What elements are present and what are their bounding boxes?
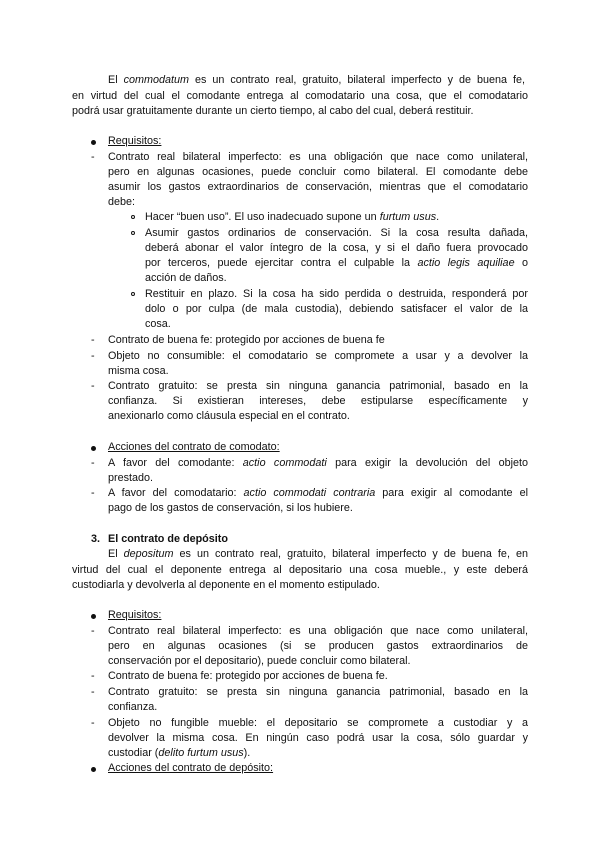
latin-term: furtum usus	[379, 211, 437, 223]
list-item-line: confianza.	[108, 701, 158, 713]
dash-marker: -	[91, 686, 95, 698]
text: ).	[243, 747, 251, 759]
dash-marker: -	[91, 457, 95, 469]
dash-marker: -	[91, 350, 95, 362]
bullet-icon	[91, 446, 96, 451]
dash-marker: -	[91, 487, 95, 499]
dash-marker: -	[91, 717, 95, 729]
paragraph-line	[108, 73, 525, 87]
list-item-line: pago de los gastos de conservación, si los hubiere.	[108, 502, 353, 514]
list-item-line: misma cosa.	[108, 365, 169, 377]
text: o	[514, 257, 529, 269]
circle-bullet-icon	[131, 215, 135, 219]
latin-term: actio commodati contraria	[243, 487, 376, 499]
sub-item-line	[145, 256, 528, 270]
sub-item-line: Asumir gastos ordinarios de conservación. Si la cosa resulta dañada,	[145, 227, 528, 239]
list-item-line: conservación por el depositario), puede concluir como bilateral.	[108, 655, 411, 667]
list-item-line: Contrato de buena fe: protegido por acciones de buena fe.	[108, 670, 388, 682]
list-item-line	[108, 486, 528, 500]
dash-marker: -	[91, 334, 95, 346]
latin-term: actio legis aquiliae	[417, 257, 515, 269]
circle-bullet-icon	[131, 231, 135, 235]
list-item-line: Contrato gratuito: se presta sin ninguna ganancia patrimonial, basado en la	[108, 686, 528, 698]
text: El	[108, 548, 124, 560]
latin-term: actio commodati	[242, 457, 327, 469]
dash-marker: -	[91, 625, 95, 637]
sub-item-line: dolo o por culpa (de mala custodia), debiendo satisfacer el valor de la	[145, 303, 528, 315]
text: El	[108, 74, 124, 86]
text: por terceros, puede ejercitar contra el culpable la	[145, 257, 418, 269]
list-item-line: Objeto no fungible mueble: el depositario se compromete a custodiar y a	[108, 717, 528, 729]
section-heading: Acciones del contrato de comodato:	[108, 441, 280, 453]
list-item-line: debe:	[108, 196, 136, 208]
latin-term: depositum	[123, 548, 174, 560]
list-item-line: Contrato real bilateral imperfecto: es una obligación que nace como unilateral,	[108, 151, 528, 163]
dash-marker: -	[91, 151, 95, 163]
paragraph-line: custodiarla y devolverla al deponente en el momento estipulado.	[72, 579, 380, 591]
paragraph-line: virtud del cual el deponente entrega al depositario una cosa mueble., y este deberá	[72, 564, 528, 576]
list-item-line: asumir los gastos extraordinarios de conservación, mientras que el comodatario	[108, 181, 528, 193]
list-item-line: Objeto no consumible: el comodatario se compromete a usar y a devolver la	[108, 350, 528, 362]
section-title: El contrato de depósito	[108, 533, 228, 545]
sub-item-line: Restituir en plazo. Si la cosa ha sido perdida o destruida, responderá por	[145, 288, 528, 300]
paragraph-line	[108, 547, 528, 561]
sub-item-line: cosa.	[145, 318, 171, 330]
list-item-line: pero en algunas ocasiones, puede concluir como bilateral. El comodante debe	[108, 166, 528, 178]
section-heading: Requisitos:	[108, 609, 162, 621]
text: custodiar (	[108, 747, 159, 759]
list-item-line	[108, 456, 528, 470]
paragraph-line: en virtud del cual el comodante entrega al comodatario una cosa, que el comodatario	[72, 90, 528, 102]
bullet-icon	[91, 140, 96, 145]
dash-marker: -	[91, 670, 95, 682]
list-item-line: pero en algunas ocasiones (si se producen gastos extraordinarios de	[108, 640, 528, 652]
list-item-line: prestado.	[108, 472, 154, 484]
text: es un contrato real, gratuito, bilateral imperfecto y de buena fe,	[189, 74, 525, 86]
list-item-line: confianza. Si existieran intereses, debe estipularse específicamente y	[108, 395, 528, 407]
circle-bullet-icon	[131, 292, 135, 296]
sub-item-line	[145, 210, 439, 224]
section-number: 3.	[91, 533, 101, 545]
list-item-line: Contrato gratuito: se presta sin ninguna ganancia patrimonial, basado en la	[108, 380, 528, 392]
text: Hacer “buen uso”. El uso inadecuado supone un	[145, 211, 380, 223]
sub-item-line: acción de daños.	[145, 272, 227, 284]
list-item-line: devolver la misma cosa. En ningún caso podrá usar la cosa, sólo guardar y	[108, 732, 528, 744]
bullet-icon	[91, 767, 96, 772]
list-item-line: anexionarlo como cláusula especial en el contrato.	[108, 410, 350, 422]
text: .	[436, 211, 440, 223]
list-item-line: Contrato real bilateral imperfecto: es una obligación que nace como unilateral,	[108, 625, 528, 637]
latin-term: commodatum	[123, 74, 189, 86]
list-item-line	[108, 746, 250, 760]
sub-item-line: deberá abonar el valor íntegro de la cosa, y si el daño fuera provocado	[145, 242, 528, 254]
dash-marker: -	[91, 380, 95, 392]
text: para exigir la devolución del objeto	[326, 457, 528, 469]
section-heading: Acciones del contrato de depósito:	[108, 762, 274, 774]
text: A favor del comodatario:	[108, 487, 244, 499]
section-heading: Requisitos:	[108, 135, 162, 147]
text: es un contrato real, gratuito, bilateral imperfecto y de buena fe, en	[173, 548, 528, 560]
latin-term: delito furtum usus	[158, 747, 244, 759]
bullet-icon	[91, 614, 96, 619]
paragraph-line: podrá usar gratuitamente durante un cierto tiempo, al cabo del cual, deberá restituir.	[72, 105, 474, 117]
text: para exigir al comodante el	[375, 487, 528, 499]
text: A favor del comodante:	[108, 457, 243, 469]
list-item-line: Contrato de buena fe: protegido por acciones de buena fe	[108, 334, 385, 346]
